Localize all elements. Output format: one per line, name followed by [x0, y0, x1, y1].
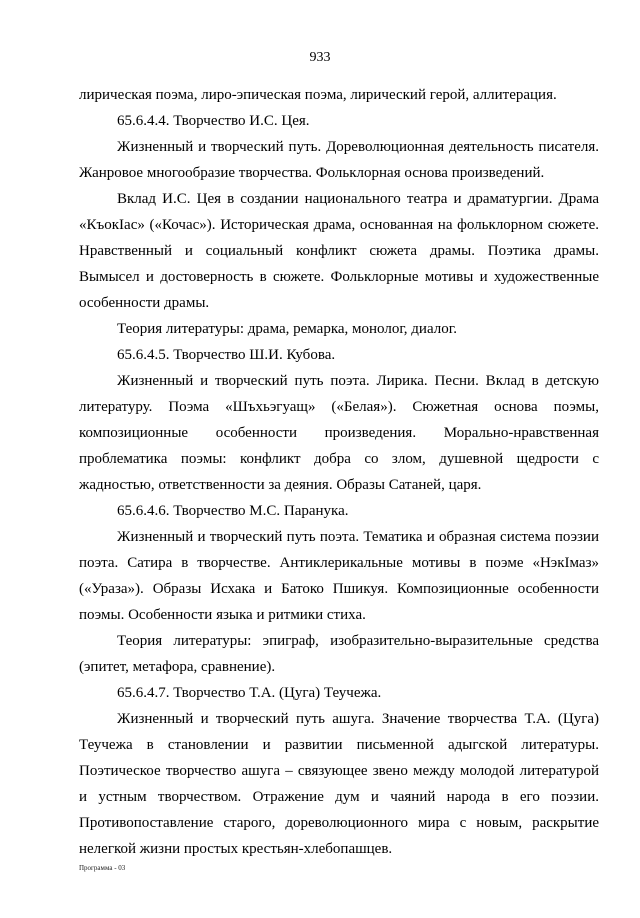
document-body [79, 82, 599, 862]
page-number: 933 [309, 50, 331, 65]
section-heading: 65.6.4.4. Творчество И.С. Цея. [117, 113, 310, 129]
paragraph: Жизненный и творческий путь поэта. Лирика. Песни. Вклад в детскую литературу. Поэма «Шъхьэгуащ» («Белая»). Сюжетная основа поэмы, композиционные особенности произведения. Морально-нравственная проблематика поэмы: конфликт добра со злом, душевной щедрости с жадностью, ответственности за деяния. Образы Сатаней, царя. [79, 373, 599, 493]
section-heading: 65.6.4.7. Творчество Т.А. (Цуга) Теучежа. [117, 685, 382, 701]
page-footer: Программа - 03 [79, 864, 126, 872]
paragraph: Вклад И.С. Цея в создании национального театра и драматургии. Драма «КъокIас» («Кочас»). Историческая драма, основанная на фольклорном сюжете. Нравственный и социальный конфликт сюжета драмы. Поэтика драмы. Вымысел и достоверность в сюжете. Фольклорные мотивы и художественные особенности драмы. [79, 191, 599, 311]
section-heading: 65.6.4.5. Творчество Ш.И. Кубова. [117, 347, 336, 363]
theory-paragraph: Теория литературы: драма, ремарка, монолог, диалог. [117, 321, 457, 337]
section-heading: 65.6.4.6. Творчество М.С. Паранука. [117, 503, 349, 519]
paragraph: Жизненный и творческий путь ашуга. Значение творчества Т.А. (Цуга) Теучежа в становлении и развитии письменной адыгской литературы. Поэтическое творчество ашуга – связующее звено между молодой литературой и устным творчеством. Отражение дум и чаяний народа в его поэзии. Противопоставление старого, дореволюционного мира с новым, раскрытие нелегкой жизни простых крестьян-хлебопашцев. [79, 711, 599, 857]
paragraph-continuation: лирическая поэма, лиро-эпическая поэма, лирический герой, аллитерация. [79, 87, 557, 103]
paragraph: Жизненный и творческий путь. Дореволюционная деятельность писателя. Жанровое многообразие творчества. Фольклорная основа произведений. [79, 139, 599, 181]
theory-paragraph: Теория литературы: эпиграф, изобразительно-выразительные средства (эпитет, метафора, сравнение). [79, 633, 599, 675]
paragraph: Жизненный и творческий путь поэта. Тематика и образная система поэзии поэта. Сатира в творчестве. Антиклерикальные мотивы в поэме «НэкIмаз» («Ураза»). Образы Исхака и Батоко Пшикуя. Композиционные особенности поэмы. Особенности языка и ритмики стиха. [79, 529, 599, 623]
